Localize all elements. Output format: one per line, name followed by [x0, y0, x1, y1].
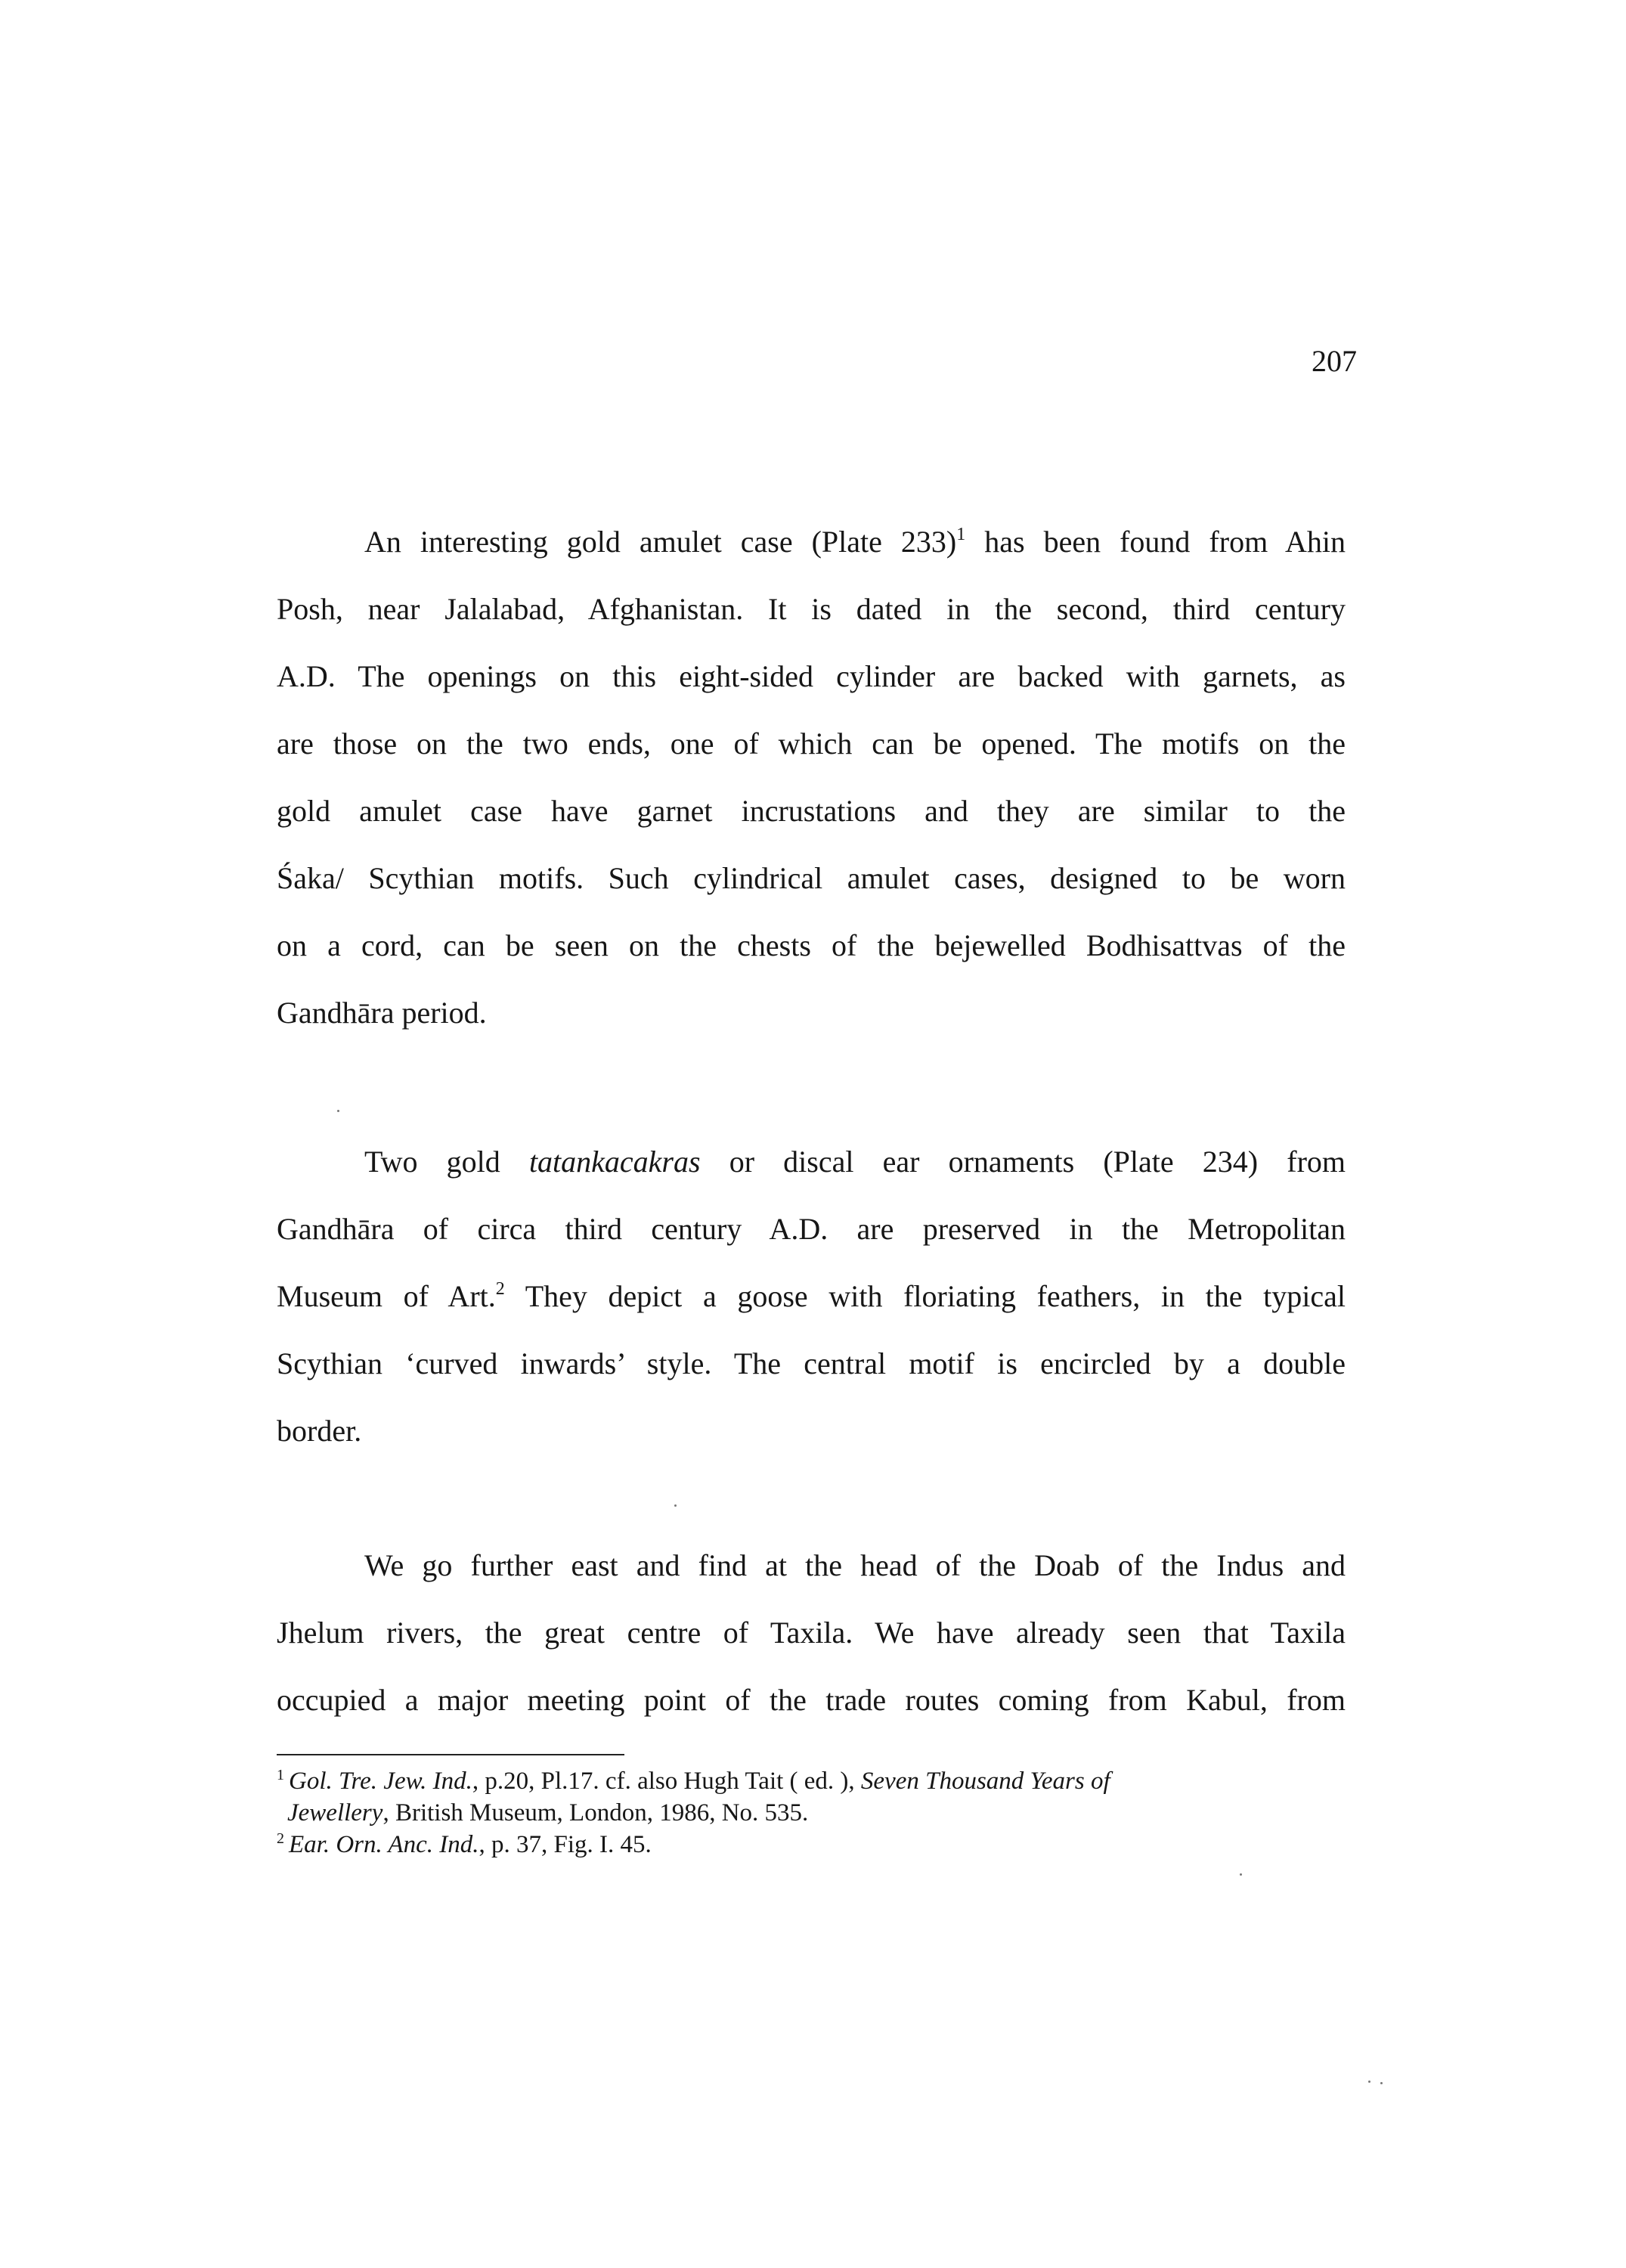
footnote-ref-1: 1: [956, 525, 966, 544]
paragraph-1-line: A.D. The openings on this eight-sided cylinder are backed with garnets, as: [277, 659, 1346, 693]
paragraph-3-line: Jhelum rivers, the great centre of Taxila. We have already seen that Taxila: [277, 1616, 1346, 1650]
scan-speck: [674, 1504, 677, 1507]
scan-speck: [337, 1110, 339, 1112]
paragraph-1-line: are those on the two ends, one of which can be opened. The motifs on the: [277, 727, 1346, 761]
paragraph-1-line: An interesting gold amulet case (Plate 233)$^1$ has been found from Ahin: [364, 525, 1346, 559]
paragraph-3-line: We go further east and find at the head of the Doab of the Indus and: [364, 1548, 1346, 1582]
footnote-ref-2: 2: [495, 1279, 505, 1299]
paragraph-2-line: Museum of Art.$^2$ They depict a goose with floriating feathers, in the typical: [277, 1279, 1346, 1313]
paragraph-3: [277, 1532, 1346, 1734]
paragraph-2-line: Scythian ‘curved inwards’ style. The central motif is encircled by a double: [277, 1346, 1346, 1380]
italic-term: tatankacakras: [528, 1145, 701, 1179]
footnote-1-mark: 1: [277, 1767, 284, 1783]
paragraph-3-line: occupied a major meeting point of the trade routes coming from Kabul, from: [277, 1683, 1346, 1717]
paragraph-1-line: Gandhāra period.: [277, 996, 487, 1030]
paragraph-2-line: Gandhāra of circa third century A.D. are preserved in the Metropolitan: [277, 1212, 1346, 1246]
paragraph-1: [277, 508, 1346, 1046]
footnote-divider: [277, 1754, 624, 1755]
footnote-2-mark: 2: [277, 1830, 284, 1847]
footnotes: [277, 1765, 1346, 1861]
paragraph-1-line: Śaka/ Scythian motifs. Such cylindrical amulet cases, designed to be worn: [277, 861, 1346, 895]
page-number: 207: [1312, 344, 1357, 378]
paragraph-2-line: border.: [277, 1414, 362, 1448]
scan-speck: [1368, 2081, 1370, 2083]
paragraph-2-line: Two gold tatankacakras or discal ear ornaments (Plate 234) from: [364, 1145, 1346, 1179]
paragraph-1-line: gold amulet case have garnet incrustations and they are similar to the: [277, 794, 1346, 828]
scan-speck: [1240, 1873, 1242, 1876]
scan-speck: [1380, 2082, 1383, 2084]
paragraph-2: [277, 1128, 1346, 1464]
footnote-1: $^1$ Gol. Tre. Jew. Ind., p.20, Pl.17. cf. also Hugh Tait ( ed. ), Seven Thousand Years of Jewellery, British Museum, London, 1986, No. 535.: [277, 1767, 1110, 1826]
paragraph-1-line: on a cord, can be seen on the chests of the bejewelled Bodhisattvas of the: [277, 928, 1346, 962]
paragraph-1-line: Posh, near Jalalabad, Afghanistan. It is dated in the second, third century: [277, 592, 1346, 626]
footnote-2: $^2$ Ear. Orn. Anc. Ind., p. 37, Fig. I. 45.: [277, 1830, 652, 1858]
